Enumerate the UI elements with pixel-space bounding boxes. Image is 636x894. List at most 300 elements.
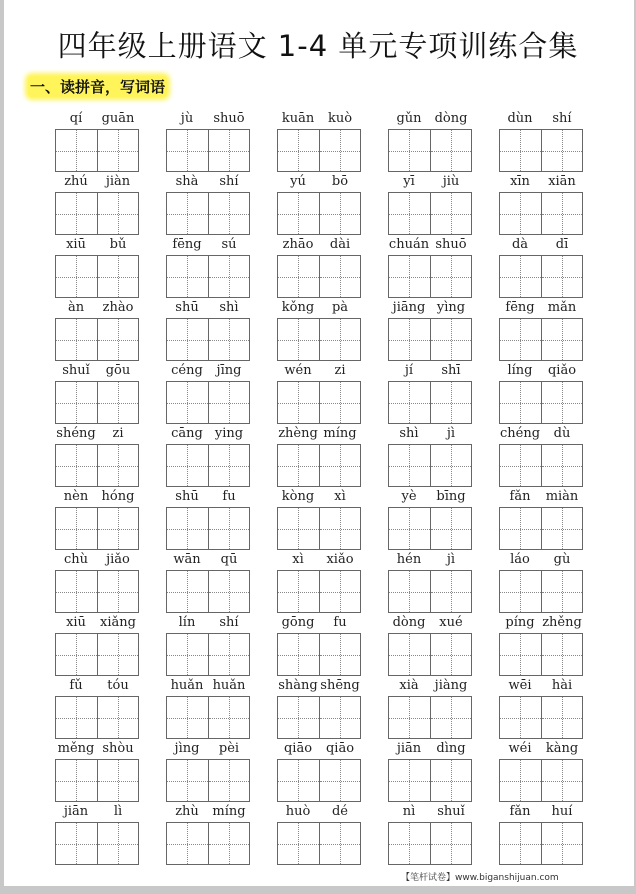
tianzige-cell[interactable]	[319, 445, 361, 486]
tianzige-cell[interactable]	[389, 760, 430, 801]
pinyin	[499, 237, 583, 255]
pinyin	[55, 615, 139, 633]
writing-boxes	[499, 255, 583, 298]
pinyin-syllable: xiān	[548, 174, 576, 189]
pinyin	[388, 111, 472, 129]
tianzige-cell[interactable]	[208, 571, 250, 612]
word-item	[388, 300, 472, 361]
word-item	[55, 426, 139, 487]
tianzige-cell[interactable]	[541, 634, 583, 675]
pinyin-syllable: pèi	[218, 741, 240, 756]
pinyin	[166, 552, 250, 570]
pinyin	[277, 426, 361, 444]
tianzige-cell[interactable]	[56, 382, 97, 423]
writing-boxes	[277, 444, 361, 487]
tianzige-cell[interactable]	[389, 634, 430, 675]
word-item	[166, 615, 250, 676]
tianzige-cell[interactable]	[208, 634, 250, 675]
tianzige-cell[interactable]	[430, 193, 472, 234]
tianzige-cell[interactable]	[97, 634, 139, 675]
tianzige-cell[interactable]	[208, 382, 250, 423]
writing-boxes	[277, 192, 361, 235]
pinyin-syllable: céng	[171, 363, 203, 378]
tianzige-cell[interactable]	[167, 193, 208, 234]
tianzige-cell[interactable]	[389, 571, 430, 612]
pinyin	[499, 552, 583, 570]
tianzige-cell[interactable]	[56, 823, 97, 864]
word-item	[388, 363, 472, 424]
tianzige-cell[interactable]	[56, 508, 97, 549]
pinyin	[388, 741, 472, 759]
tianzige-cell[interactable]	[319, 760, 361, 801]
pinyin-syllable: shuō	[435, 237, 467, 252]
pinyin-syllable: kuò	[327, 111, 353, 126]
writing-boxes	[166, 192, 250, 235]
pinyin	[55, 300, 139, 318]
pinyin	[166, 363, 250, 381]
writing-boxes	[55, 822, 139, 865]
word-item	[388, 111, 472, 172]
tianzige-cell[interactable]	[500, 319, 541, 360]
tianzige-cell[interactable]	[500, 130, 541, 171]
word-item	[499, 426, 583, 487]
writing-boxes	[166, 129, 250, 172]
tianzige-cell[interactable]	[430, 823, 472, 864]
word-item	[499, 111, 583, 172]
pinyin-syllable: dài	[329, 237, 351, 252]
pinyin	[277, 741, 361, 759]
tianzige-cell[interactable]	[319, 508, 361, 549]
tianzige-cell[interactable]	[430, 634, 472, 675]
pinyin-syllable: fēng	[505, 300, 535, 315]
tianzige-cell[interactable]	[278, 823, 319, 864]
pinyin-syllable: huí	[551, 804, 573, 819]
pinyin-syllable: míng	[212, 804, 246, 819]
tianzige-cell[interactable]	[541, 508, 583, 549]
tianzige-cell[interactable]	[208, 760, 250, 801]
pinyin-syllable: gōng	[281, 615, 315, 630]
pinyin-syllable: zhěng	[542, 615, 582, 630]
tianzige-cell[interactable]	[167, 508, 208, 549]
word-item	[166, 363, 250, 424]
tianzige-cell[interactable]	[97, 760, 139, 801]
pinyin	[388, 552, 472, 570]
tianzige-cell[interactable]	[500, 256, 541, 297]
tianzige-cell[interactable]	[500, 571, 541, 612]
tianzige-cell[interactable]	[208, 130, 250, 171]
tianzige-cell[interactable]	[389, 445, 430, 486]
writing-boxes	[277, 570, 361, 613]
pinyin	[55, 804, 139, 822]
word-item	[388, 678, 472, 739]
tianzige-cell[interactable]	[319, 193, 361, 234]
writing-boxes	[277, 822, 361, 865]
word-item	[55, 300, 139, 361]
tianzige-cell[interactable]	[430, 319, 472, 360]
tianzige-cell[interactable]	[278, 508, 319, 549]
pinyin-syllable: miàn	[545, 489, 579, 504]
writing-boxes	[388, 633, 472, 676]
tianzige-cell[interactable]	[167, 823, 208, 864]
tianzige-cell[interactable]	[389, 193, 430, 234]
writing-boxes	[388, 255, 472, 298]
pinyin	[388, 678, 472, 696]
pinyin-syllable: zi	[112, 426, 124, 441]
pinyin-syllable: líng	[507, 363, 533, 378]
pinyin	[166, 300, 250, 318]
word-item	[55, 489, 139, 550]
pinyin	[388, 174, 472, 192]
word-item	[277, 615, 361, 676]
tianzige-cell[interactable]	[167, 256, 208, 297]
word-item	[55, 174, 139, 235]
pinyin	[388, 363, 472, 381]
writing-boxes	[499, 759, 583, 802]
word-item	[499, 678, 583, 739]
pinyin	[277, 678, 361, 696]
tianzige-cell[interactable]	[97, 823, 139, 864]
pinyin-syllable: zhú	[64, 174, 88, 189]
tianzige-cell[interactable]	[541, 571, 583, 612]
tianzige-cell[interactable]	[278, 193, 319, 234]
pinyin-syllable: shī	[441, 363, 461, 378]
tianzige-cell[interactable]	[319, 319, 361, 360]
word-item	[499, 615, 583, 676]
tianzige-cell[interactable]	[278, 319, 319, 360]
tianzige-cell[interactable]	[278, 634, 319, 675]
writing-boxes	[277, 633, 361, 676]
tianzige-cell[interactable]	[56, 634, 97, 675]
pinyin-syllable: bǔ	[109, 237, 127, 252]
pinyin-syllable: kǒng	[281, 300, 315, 315]
footer-watermark: 【笔杆试卷】www.biganshijuan.com	[401, 873, 559, 883]
tianzige-cell[interactable]	[430, 130, 472, 171]
tianzige-cell[interactable]	[389, 382, 430, 423]
tianzige-cell[interactable]	[541, 445, 583, 486]
tianzige-cell[interactable]	[208, 319, 250, 360]
tianzige-cell[interactable]	[430, 760, 472, 801]
tianzige-cell[interactable]	[500, 634, 541, 675]
pinyin-syllable: shàng	[278, 678, 318, 693]
tianzige-cell[interactable]	[208, 508, 250, 549]
tianzige-cell[interactable]	[500, 760, 541, 801]
pinyin-syllable: dùn	[507, 111, 533, 126]
section-heading: 一、读拼音，写词语	[30, 78, 166, 96]
pinyin-syllable: wén	[284, 363, 312, 378]
pinyin-syllable: qiāo	[325, 741, 355, 756]
tianzige-cell[interactable]	[167, 571, 208, 612]
tianzige-cell[interactable]	[389, 508, 430, 549]
pinyin-syllable: shuǐ	[62, 363, 90, 378]
tianzige-cell[interactable]	[56, 256, 97, 297]
pinyin-syllable: wān	[173, 552, 201, 567]
pinyin-syllable: dòng	[392, 615, 426, 630]
pinyin-syllable: dà	[511, 237, 529, 252]
pinyin-syllable: jiàng	[434, 678, 468, 693]
writing-boxes	[277, 759, 361, 802]
tianzige-cell[interactable]	[319, 634, 361, 675]
pinyin	[388, 237, 472, 255]
pinyin-syllable: xiǎo	[326, 552, 354, 567]
word-item	[277, 489, 361, 550]
word-item	[388, 174, 472, 235]
tianzige-cell[interactable]	[430, 445, 472, 486]
tianzige-cell[interactable]	[319, 130, 361, 171]
tianzige-cell[interactable]	[541, 193, 583, 234]
pinyin	[499, 804, 583, 822]
tianzige-cell[interactable]	[56, 445, 97, 486]
word-item	[166, 300, 250, 361]
tianzige-cell[interactable]	[167, 634, 208, 675]
tianzige-cell[interactable]	[167, 382, 208, 423]
pinyin-syllable: jiù	[442, 174, 460, 189]
pinyin-syllable: fǎn	[509, 804, 531, 819]
pinyin-syllable: xiǎng	[100, 615, 136, 630]
pinyin	[277, 363, 361, 381]
word-item	[499, 174, 583, 235]
tianzige-cell[interactable]	[541, 382, 583, 423]
pinyin-syllable: shì	[219, 300, 239, 315]
writing-boxes	[499, 822, 583, 865]
pinyin-syllable: shū	[175, 489, 199, 504]
writing-boxes	[55, 696, 139, 739]
word-item	[388, 552, 472, 613]
pinyin-syllable: shí	[219, 174, 239, 189]
tianzige-cell[interactable]	[56, 193, 97, 234]
tianzige-cell[interactable]	[97, 130, 139, 171]
pinyin-syllable: zhào	[102, 300, 134, 315]
pinyin-syllable: jìng	[174, 741, 200, 756]
tianzige-cell[interactable]	[319, 697, 361, 738]
tianzige-cell[interactable]	[278, 760, 319, 801]
tianzige-cell[interactable]	[97, 319, 139, 360]
tianzige-cell[interactable]	[389, 823, 430, 864]
tianzige-cell[interactable]	[319, 382, 361, 423]
word-item	[388, 426, 472, 487]
tianzige-cell[interactable]	[208, 445, 250, 486]
tianzige-cell[interactable]	[541, 130, 583, 171]
tianzige-cell[interactable]	[167, 697, 208, 738]
tianzige-cell[interactable]	[541, 697, 583, 738]
pinyin-syllable: guān	[101, 111, 135, 126]
word-item	[166, 804, 250, 865]
tianzige-cell[interactable]	[167, 445, 208, 486]
writing-boxes	[166, 507, 250, 550]
pinyin	[277, 111, 361, 129]
pinyin-syllable: nì	[402, 804, 416, 819]
pinyin-syllable: jí	[404, 363, 414, 378]
tianzige-cell[interactable]	[500, 823, 541, 864]
writing-boxes	[499, 381, 583, 424]
tianzige-cell[interactable]	[97, 697, 139, 738]
tianzige-cell[interactable]	[208, 256, 250, 297]
tianzige-cell[interactable]	[97, 445, 139, 486]
pinyin	[55, 489, 139, 507]
tianzige-cell[interactable]	[430, 508, 472, 549]
tianzige-cell[interactable]	[56, 760, 97, 801]
word-item	[166, 111, 250, 172]
pinyin	[499, 678, 583, 696]
pinyin	[277, 804, 361, 822]
tianzige-cell[interactable]	[56, 130, 97, 171]
tianzige-cell[interactable]	[167, 319, 208, 360]
page-title: 四年级上册语文 1-4 单元专项训练合集	[57, 29, 579, 63]
pinyin-syllable: chuán	[388, 237, 430, 252]
word-item	[55, 363, 139, 424]
tianzige-cell[interactable]	[278, 697, 319, 738]
pinyin	[499, 489, 583, 507]
word-item	[55, 678, 139, 739]
pinyin-syllable: yú	[290, 174, 306, 189]
word-item	[55, 552, 139, 613]
writing-boxes	[277, 507, 361, 550]
tianzige-cell[interactable]	[97, 508, 139, 549]
tianzige-cell[interactable]	[167, 130, 208, 171]
tianzige-cell[interactable]	[208, 697, 250, 738]
word-item	[166, 426, 250, 487]
tianzige-cell[interactable]	[56, 571, 97, 612]
pinyin-syllable: fu	[333, 615, 347, 630]
tianzige-cell[interactable]	[278, 382, 319, 423]
tianzige-cell[interactable]	[430, 571, 472, 612]
pinyin-syllable: huǎn	[170, 678, 204, 693]
tianzige-cell[interactable]	[97, 193, 139, 234]
word-item	[388, 804, 472, 865]
tianzige-cell[interactable]	[56, 697, 97, 738]
tianzige-cell[interactable]	[278, 571, 319, 612]
tianzige-cell[interactable]	[430, 697, 472, 738]
tianzige-cell[interactable]	[319, 256, 361, 297]
pinyin	[166, 174, 250, 192]
writing-boxes	[277, 255, 361, 298]
tianzige-cell[interactable]	[389, 256, 430, 297]
writing-boxes	[499, 192, 583, 235]
tianzige-cell[interactable]	[208, 193, 250, 234]
pinyin-syllable: zhāo	[282, 237, 314, 252]
pinyin-syllable: àn	[67, 300, 85, 315]
tianzige-cell[interactable]	[319, 571, 361, 612]
tianzige-cell[interactable]	[97, 571, 139, 612]
word-item	[499, 300, 583, 361]
pinyin-syllable: kòng	[281, 489, 315, 504]
tianzige-cell[interactable]	[278, 256, 319, 297]
pinyin-syllable: wēi	[508, 678, 532, 693]
word-item	[166, 489, 250, 550]
pinyin	[499, 174, 583, 192]
word-item	[277, 426, 361, 487]
pinyin-syllable: xiū	[66, 615, 86, 630]
tianzige-cell[interactable]	[97, 382, 139, 423]
tianzige-cell[interactable]	[541, 319, 583, 360]
word-item	[166, 678, 250, 739]
tianzige-cell[interactable]	[500, 697, 541, 738]
writing-boxes	[388, 129, 472, 172]
pinyin-syllable: shòu	[102, 741, 134, 756]
pinyin	[55, 552, 139, 570]
writing-boxes	[277, 129, 361, 172]
writing-boxes	[277, 318, 361, 361]
word-item	[166, 237, 250, 298]
pinyin-syllable: fǎn	[509, 489, 531, 504]
pinyin	[166, 237, 250, 255]
tianzige-cell[interactable]	[430, 382, 472, 423]
word-item	[277, 552, 361, 613]
writing-boxes	[166, 255, 250, 298]
pinyin	[277, 300, 361, 318]
word-item	[499, 237, 583, 298]
pinyin-syllable: gǔn	[396, 111, 422, 126]
pinyin-syllable: fu	[222, 489, 236, 504]
writing-boxes	[388, 444, 472, 487]
word-item	[55, 237, 139, 298]
pinyin-syllable: píng	[505, 615, 535, 630]
pinyin	[277, 615, 361, 633]
pinyin-syllable: yìng	[436, 300, 466, 315]
pinyin-syllable: cāng	[171, 426, 203, 441]
pinyin-syllable: jiǎo	[106, 552, 130, 567]
tianzige-cell[interactable]	[500, 382, 541, 423]
tianzige-cell[interactable]	[97, 256, 139, 297]
tianzige-cell[interactable]	[541, 823, 583, 864]
pinyin	[55, 741, 139, 759]
tianzige-cell[interactable]	[500, 445, 541, 486]
writing-boxes	[388, 381, 472, 424]
word-item	[166, 174, 250, 235]
writing-boxes	[499, 318, 583, 361]
pinyin-syllable: jì	[446, 552, 456, 567]
tianzige-cell[interactable]	[389, 130, 430, 171]
pinyin	[277, 552, 361, 570]
pinyin	[499, 426, 583, 444]
tianzige-cell[interactable]	[208, 823, 250, 864]
pinyin-syllable: wéi	[508, 741, 532, 756]
writing-boxes	[166, 381, 250, 424]
writing-boxes	[499, 507, 583, 550]
word-item	[499, 489, 583, 550]
writing-boxes	[166, 570, 250, 613]
pinyin-syllable: jiāng	[392, 300, 426, 315]
tianzige-cell[interactable]	[167, 760, 208, 801]
tianzige-cell[interactable]	[319, 823, 361, 864]
tianzige-cell[interactable]	[278, 445, 319, 486]
tianzige-cell[interactable]	[56, 319, 97, 360]
word-item	[166, 552, 250, 613]
word-item	[277, 174, 361, 235]
tianzige-cell[interactable]	[541, 760, 583, 801]
writing-boxes	[55, 570, 139, 613]
tianzige-cell[interactable]	[278, 130, 319, 171]
writing-boxes	[55, 192, 139, 235]
writing-boxes	[55, 759, 139, 802]
word-item	[55, 615, 139, 676]
pinyin-syllable: fǔ	[69, 678, 83, 693]
tianzige-cell[interactable]	[389, 319, 430, 360]
writing-boxes	[55, 444, 139, 487]
tianzige-cell[interactable]	[389, 697, 430, 738]
tianzige-cell[interactable]	[430, 256, 472, 297]
tianzige-cell[interactable]	[500, 508, 541, 549]
pinyin	[166, 426, 250, 444]
pinyin-syllable: jīng	[216, 363, 242, 378]
word-item	[499, 804, 583, 865]
tianzige-cell[interactable]	[541, 256, 583, 297]
tianzige-cell[interactable]	[500, 193, 541, 234]
pinyin-syllable: xià	[399, 678, 419, 693]
writing-boxes	[166, 696, 250, 739]
word-item	[388, 237, 472, 298]
pinyin	[499, 741, 583, 759]
pinyin-syllable: qiǎo	[547, 363, 577, 378]
